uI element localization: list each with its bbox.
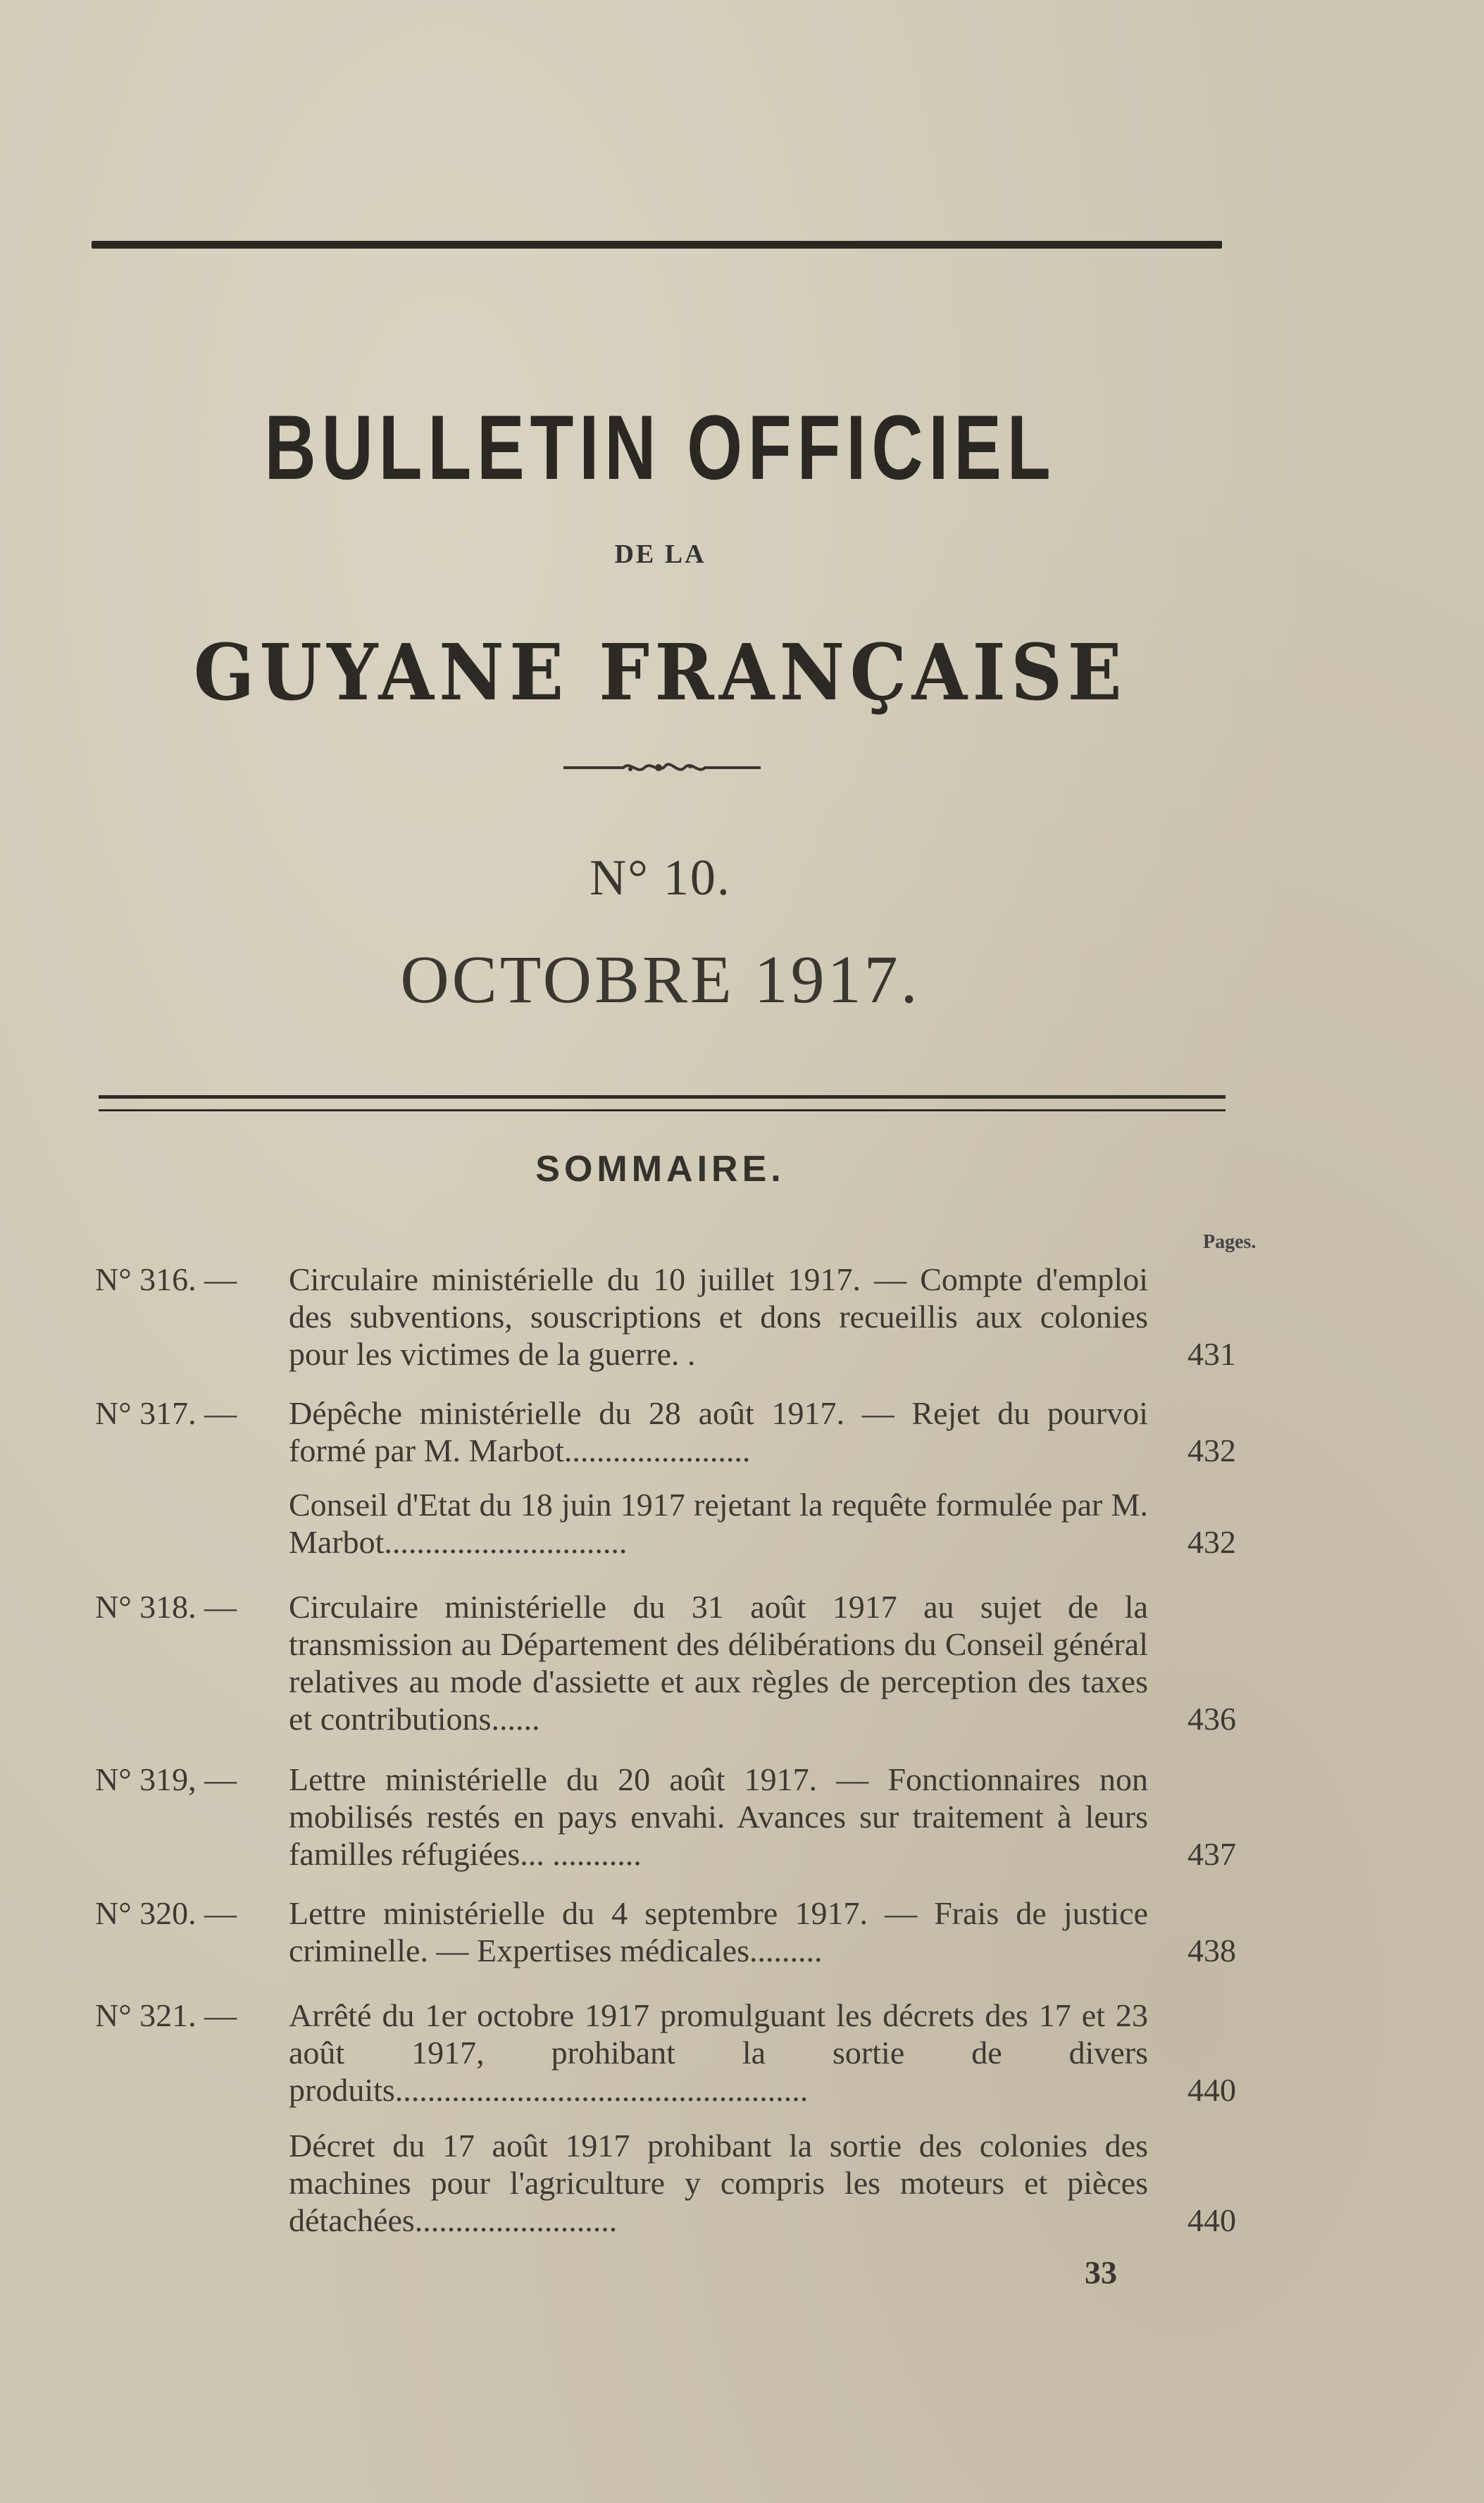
- toc-entry-321: [95, 1997, 1236, 2109]
- entry-number: N° 319, —: [95, 1761, 237, 1797]
- entry-page: 436: [1187, 1701, 1236, 1737]
- entry-text: Circulaire ministérielle du 31 août 1917 au sujet de la transmission au Département des délibérations du Conseil général relatives au mode d'assiette et aux règles de perception des taxes et contributions......: [289, 1589, 1148, 1737]
- toc-subentry-conseil-etat: [289, 1486, 1236, 1561]
- entry-text: Lettre ministérielle du 20 août 1917. — Fonctionnaires non mobilisés restés en pays envahi. Avances sur traitement à leurs familles réfugiées... ...........: [289, 1761, 1148, 1872]
- top-rule: [92, 241, 1222, 249]
- entry-page: 440: [1187, 2072, 1236, 2108]
- toc-entry-317: [95, 1394, 1236, 1469]
- toc-entry-318: [95, 1588, 1236, 1737]
- sommaire-heading: SOMMAIRE.: [535, 1149, 785, 1190]
- entry-number: N° 318. —: [95, 1589, 237, 1625]
- entry-text: Conseil d'Etat du 18 juin 1917 rejetant la requête formulée par M. Marbot..............................: [289, 1487, 1148, 1560]
- page-folio: 33: [1085, 2254, 1117, 2290]
- bulletin-title: BULLETIN OFFICIEL: [264, 396, 1056, 499]
- ornament-divider: [560, 757, 764, 778]
- colony-title: GUYANE FRANÇAISE: [193, 627, 1128, 718]
- rule-double-upper: [99, 1095, 1226, 1099]
- entry-number: N° 317. —: [95, 1395, 237, 1431]
- issue-month: OCTOBRE 1917.: [400, 942, 921, 1017]
- entry-page: 431: [1187, 1336, 1236, 1372]
- rule-double-lower: [99, 1109, 1226, 1111]
- entry-number: N° 320. —: [95, 1895, 237, 1931]
- entry-text: Lettre ministérielle du 4 septembre 1917. — Frais de justice criminelle. — Expertises médicales.........: [289, 1895, 1148, 1968]
- entry-number: N° 316. —: [95, 1261, 237, 1297]
- entry-text: Décret du 17 août 1917 prohibant la sortie des colonies des machines pour l'agriculture y compris les moteurs et pièces détachées.........................: [289, 2128, 1148, 2238]
- toc-entry-320: [95, 1895, 1236, 1969]
- entry-text: Arrêté du 1er octobre 1917 promulguant les décrets des 17 et 23 août 1917, prohibant la sortie de divers produits...................................................: [289, 1997, 1148, 2108]
- entry-page: 432: [1187, 1524, 1236, 1560]
- issue-number: N° 10.: [590, 849, 731, 906]
- toc-subentry-decret: [289, 2127, 1236, 2239]
- entry-page: 438: [1187, 1933, 1236, 1968]
- entry-text: Circulaire ministérielle du 10 juillet 1917. — Compte d'emploi des subventions, souscriptions et dons recueillis aux colonies pour les victimes de la guerre. .: [289, 1261, 1148, 1372]
- entry-page: 440: [1187, 2202, 1236, 2238]
- toc-entry-316: [95, 1261, 1236, 1373]
- entry-page: 437: [1187, 1836, 1236, 1872]
- entry-number: N° 321. —: [95, 1997, 237, 2033]
- de-la-line: DE LA: [614, 539, 706, 569]
- pages-column-label: Pages.: [1203, 1231, 1257, 1253]
- toc-entry-319: [95, 1761, 1236, 1873]
- entry-page: 432: [1187, 1432, 1236, 1468]
- entry-text: Dépêche ministérielle du 28 août 1917. — Rejet du pourvoi formé par M. Marbot.......................: [289, 1395, 1148, 1468]
